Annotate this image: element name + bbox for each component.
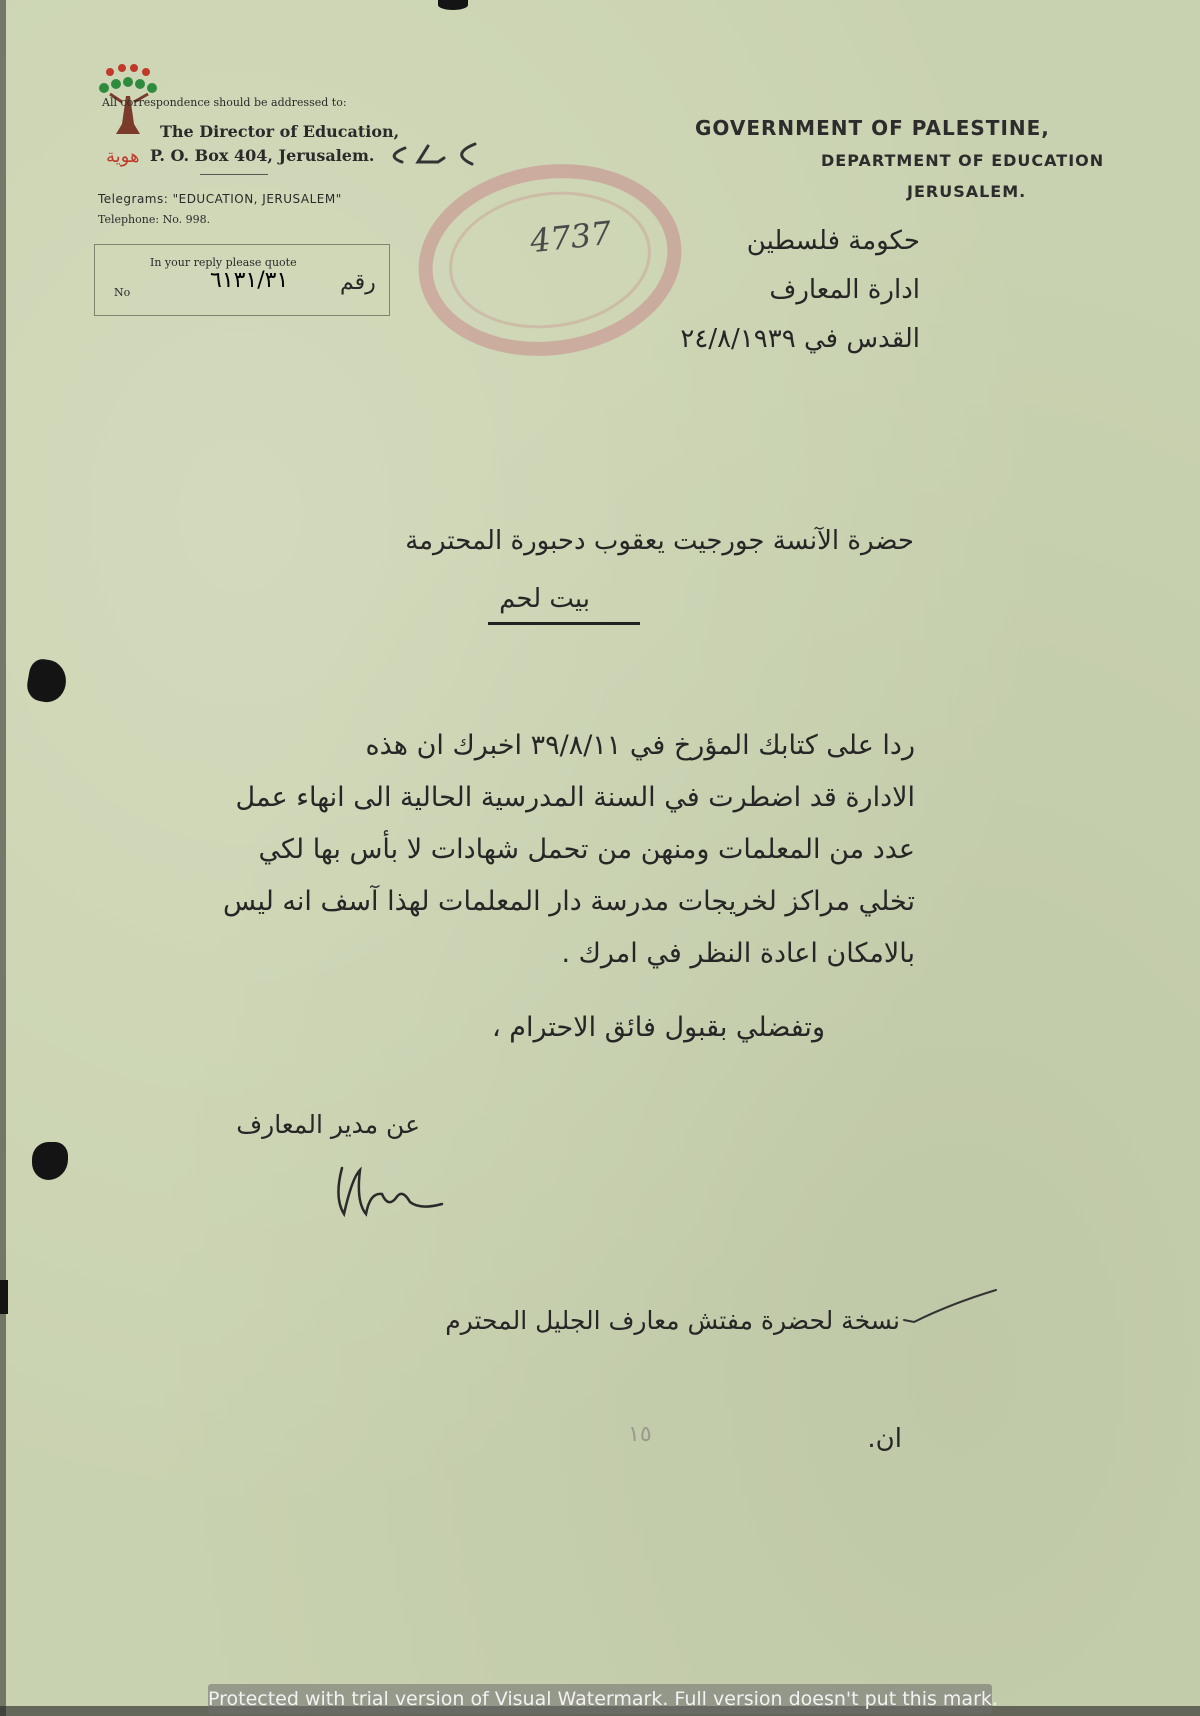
typist-initials: ان. [867, 1424, 902, 1454]
ink-blot [25, 657, 70, 705]
arabic-department-title: ادارة المعارف [769, 275, 920, 305]
address-po-box: P. O. Box 404, Jerusalem. [150, 146, 375, 165]
addressee-line: حضرة الآنسة جورجيت يعقوب دحبورة المحترمة [405, 526, 914, 556]
carbon-copy-line: نسخة لحضرة مفتش معارف الجليل المحترم [445, 1306, 900, 1335]
telegrams-line: Telegrams: "EDUCATION, JERUSALEM" [98, 192, 342, 206]
pencil-note: ١٥ [628, 1422, 652, 1447]
received-stamp-icon [410, 160, 700, 360]
reference-number: ٦١٣١/٣١ [210, 268, 289, 293]
ink-blot [32, 1142, 68, 1180]
address-divider [200, 174, 268, 175]
ink-blot [0, 1280, 8, 1314]
body-line: الادارة قد اضطرت في السنة المدرسية الحالية الى انهاء عمل [235, 782, 915, 813]
body-line: ردا على كتابك المؤرخ في ٣٩/٨/١١ اخبرك ان هذه [365, 730, 915, 761]
trial-watermark-banner: Protected with trial version of Visual Watermark. Full version doesn't put this mark. [208, 1684, 992, 1714]
city-title: JERUSALEM. [907, 182, 1027, 201]
arabic-date: القدس في ٢٤/٨/١٩٣٩ [680, 324, 920, 354]
body-line: عدد من المعلمات ومنهن من تحمل شهادات لا بأس بها لكي [258, 834, 915, 865]
reference-instruction: In your reply please quote [150, 256, 297, 269]
handwritten-signature [330, 1158, 450, 1228]
government-title: GOVERNMENT OF PALESTINE, [695, 116, 1050, 140]
closing-line: وتفضلي بقبول فائق الاحترام ، [491, 1012, 825, 1043]
svg-text:هوية: هوية [106, 146, 140, 167]
address-director: The Director of Education, [160, 122, 400, 141]
addressee-town: بيت لحم [499, 584, 590, 614]
tree-logo-icon [96, 62, 166, 192]
body-line: بالامكان اعادة النظر في امرك . [561, 938, 915, 969]
address-note: All correspondence should be addressed to: [102, 96, 347, 109]
town-underline [488, 622, 640, 625]
department-title: DEPARTMENT OF EDUCATION [821, 151, 1105, 170]
scan-edge-left [0, 0, 6, 1716]
check-mark-icon [900, 1286, 1000, 1330]
telephone-line: Telephone: No. 998. [98, 213, 211, 226]
handwritten-file-number: 4737 [528, 213, 614, 261]
signature-title: عن مدير المعارف [236, 1110, 420, 1139]
body-line: تخلي مراكز لخريجات مدرسة دار المعلمات لهذا آسف انه ليس [223, 886, 915, 917]
reference-label-ar: رقم [340, 270, 376, 295]
arabic-government-title: حكومة فلسطين [746, 226, 920, 256]
ink-blot [438, 0, 468, 10]
reference-no-label: No [114, 286, 131, 299]
